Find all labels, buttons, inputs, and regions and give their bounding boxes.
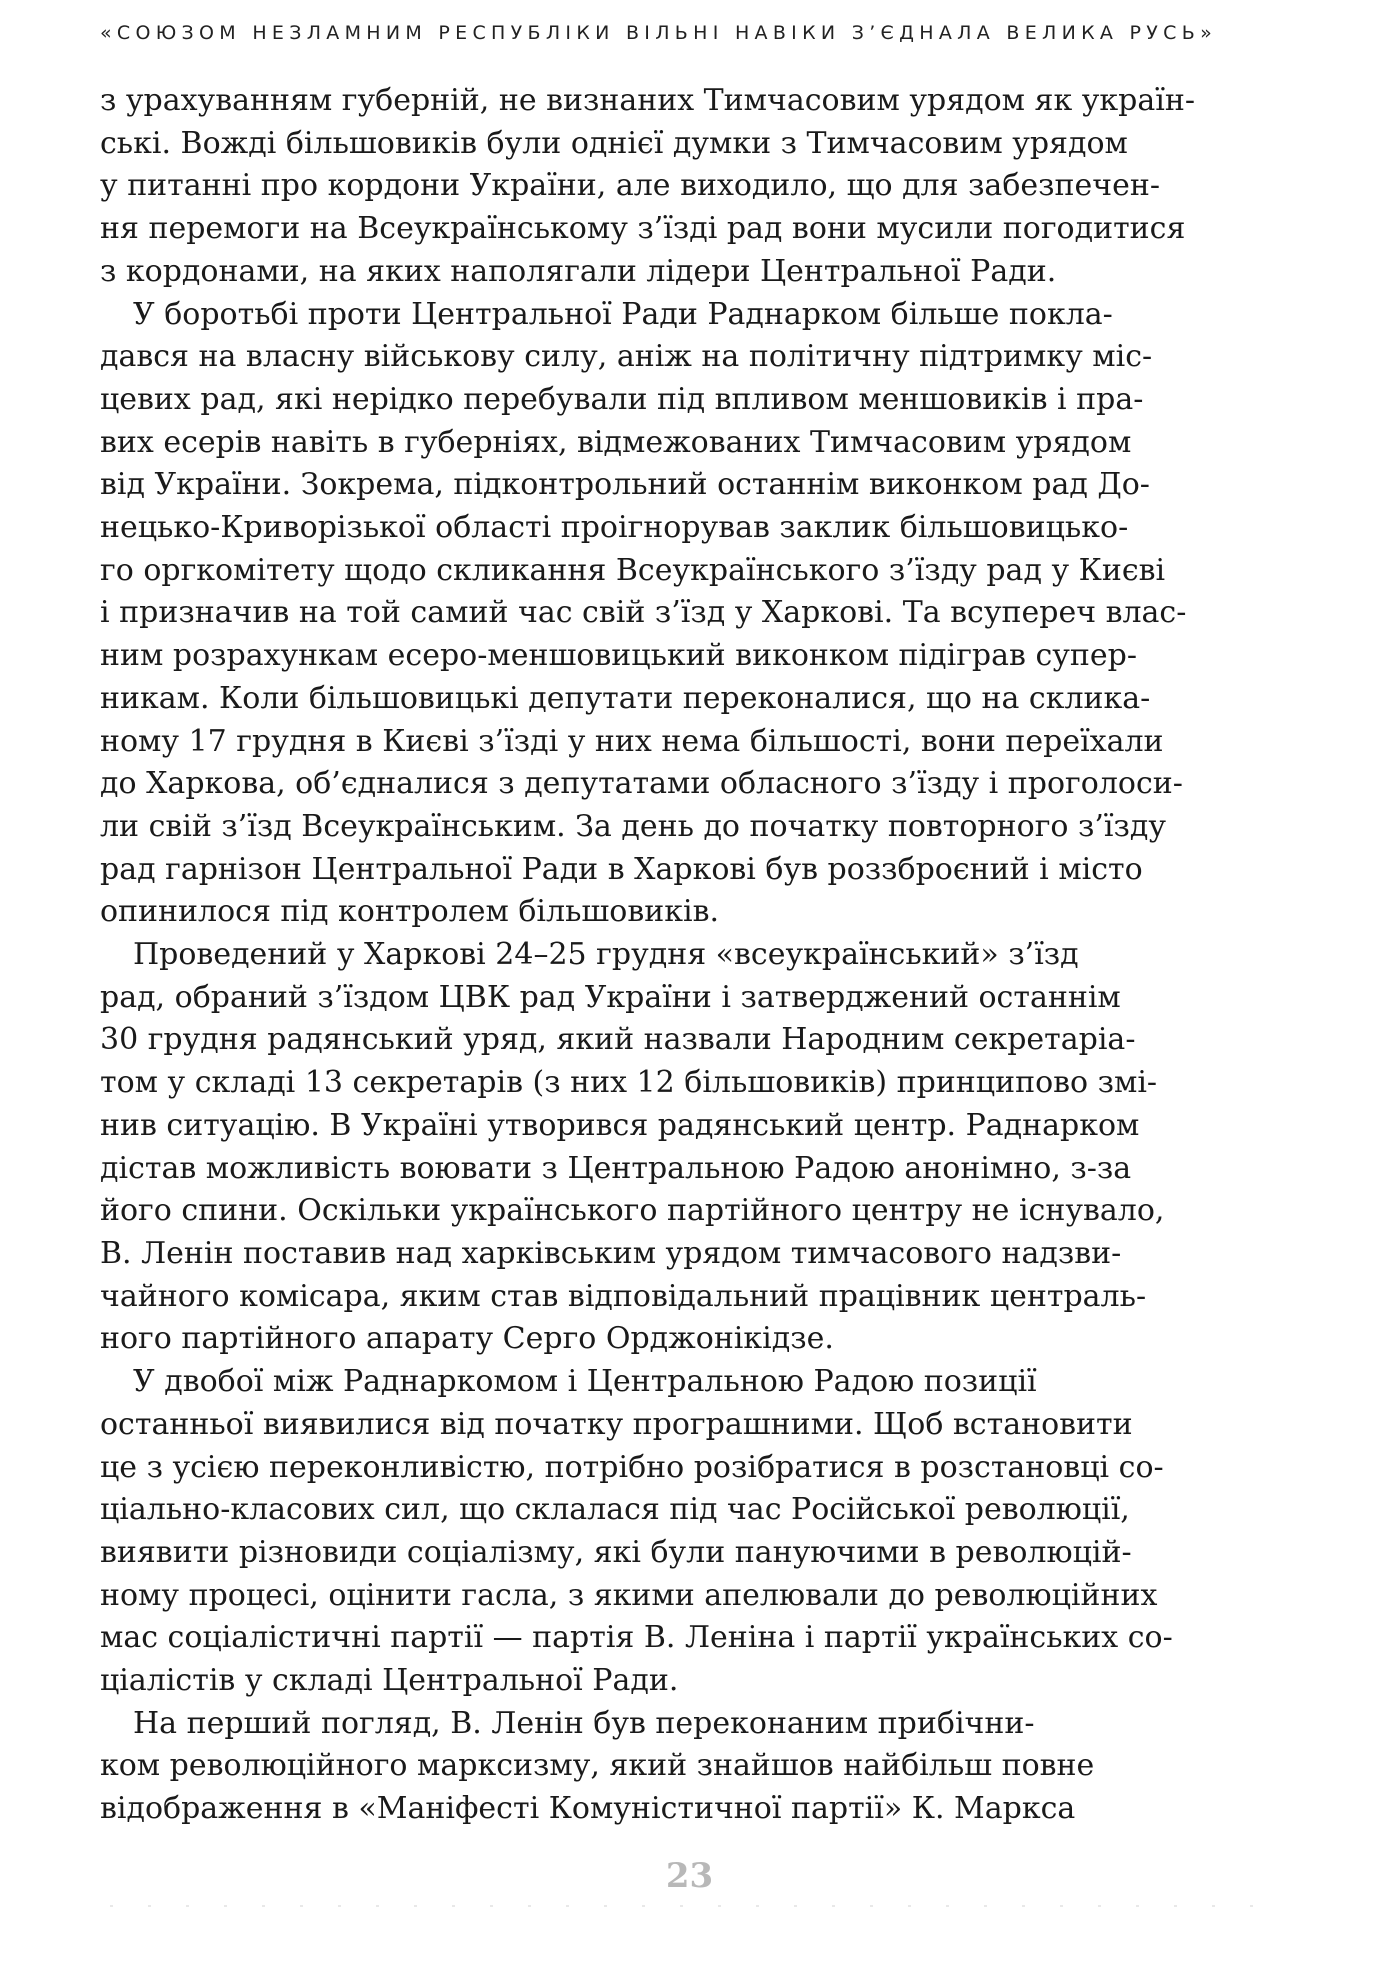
text-line: У двобої між Раднаркомом і Центральною Радою позиції bbox=[133, 1364, 1037, 1400]
text-line: від України. Зокрема, підконтрольний останнім виконком рад До- bbox=[100, 467, 1150, 503]
paragraph bbox=[100, 1703, 1230, 1831]
text-line: останньої виявилися від початку програшними. Щоб встановити bbox=[100, 1406, 1133, 1442]
text-line: чайного комісара, яким став відповідальний працівник централь- bbox=[100, 1278, 1147, 1314]
text-line: ним розрахункам есеро-меншовицький виконком підіграв супер- bbox=[100, 638, 1137, 674]
paragraph bbox=[100, 80, 1230, 294]
text-line: ному 17 грудня в Києві з’їзді у них нема більшості, вони переїхали bbox=[100, 723, 1164, 759]
text-line: ного партійного апарату Серго Орджонікідзе. bbox=[100, 1321, 834, 1357]
text-line: нецько-Криворізької області проігнорував заклик більшовицько- bbox=[100, 510, 1129, 546]
text-line: нив ситуацію. В Україні утворився радянський центр. Раднарком bbox=[100, 1107, 1140, 1143]
text-line: з урахуванням губерній, не визнаних Тимчасовим урядом як україн- bbox=[100, 83, 1195, 118]
text-line: никам. Коли більшовицькі депутати переконалися, що на скликa- bbox=[100, 680, 1151, 716]
text-line: відображення в «Маніфесті Комуністичної партії» К. Маркса bbox=[100, 1791, 1076, 1827]
text-line: ня перемоги на Всеукраїнському з’їзді рад вони мусили погодитися bbox=[100, 211, 1186, 247]
text-line: у питанні про кордони України, але виходило, що для забезпечен- bbox=[100, 168, 1160, 204]
text-line: ли свій з’їзд Всеукраїнським. За день до початку повторного з’їзду bbox=[100, 808, 1166, 844]
running-head: «СОЮЗОМ НЕЗЛАМНИМ РЕСПУБЛІКИ ВІЛЬНІ НАВІКИ З’ЄДНАЛА ВЕЛИКА РУСЬ» bbox=[100, 22, 1217, 44]
paragraph bbox=[100, 934, 1230, 1361]
text-line: ком революційного марксизму, який знайшов найбільш повне bbox=[100, 1748, 1095, 1784]
text-line: рад гарнізон Центральної Ради в Харкові був роззброєний і місто bbox=[100, 851, 1143, 887]
text-line: дався на власну військову силу, аніж на політичну підтримку міс- bbox=[100, 339, 1153, 375]
paragraph bbox=[100, 294, 1230, 935]
paragraph bbox=[100, 1361, 1230, 1703]
page-edge-specks bbox=[110, 1905, 1260, 1907]
text-line: до Харкова, об’єдналися з депутатами обласного з’їзду і проголоси- bbox=[100, 766, 1183, 802]
text-line: ціалістів у складі Центральної Ради. bbox=[100, 1663, 679, 1699]
text-line: ські. Вожді більшовиків були однієї думки з Тимчасовим урядом bbox=[100, 125, 1128, 161]
text-line: 30 грудня радянський уряд, який назвали Народним секретаріа- bbox=[100, 1022, 1136, 1058]
text-line: виявити різновиди соціалізму, які були пануючими в революцій- bbox=[100, 1534, 1132, 1570]
text-line: го оргкомітету щодо скликання Всеукраїнського з’їзду рад у Києві bbox=[100, 552, 1166, 588]
text-line: опинилося під контролем більшовиків. bbox=[100, 894, 720, 930]
text-line: вих есерів навіть в губерніях, відмежованих Тимчасовим урядом bbox=[100, 424, 1132, 460]
text-line: дістав можливість воювати з Центральною Радою анонімно, з-за bbox=[100, 1150, 1132, 1186]
text-line: ному процесі, оцінити гасла, з якими апелювали до революційних bbox=[100, 1577, 1158, 1613]
text-line: це з усією переконливістю, потрібно розібратися в розстановці со- bbox=[100, 1449, 1164, 1485]
text-line: У боротьбі проти Центральної Ради Раднарком більше покла- bbox=[133, 296, 1113, 332]
text-line: том у складі 13 секретарів (з них 12 більшовиків) принципово змі- bbox=[100, 1065, 1158, 1101]
text-line: мас соціалістичні партії — партія В. Леніна і партії українських со- bbox=[100, 1620, 1173, 1656]
text-line: рад, обраний з’їздом ЦВК рад України і затверджений останнім bbox=[100, 979, 1121, 1015]
text-line: ціально-класових сил, що склалася під час Російської революції, bbox=[100, 1492, 1130, 1528]
text-line: з кордонами, на яких наполягали лідери Центральної Ради. bbox=[100, 253, 1057, 289]
text-line: і призначив на той самий час свій з’їзд у Харкові. Та всупереч влас- bbox=[100, 595, 1187, 631]
text-line: цевих рад, які нерідко перебували під впливом меншовиків і пра- bbox=[100, 381, 1144, 417]
text-line: Проведений у Харкові 24–25 грудня «всеукраїнський» з’їзд bbox=[133, 937, 1079, 973]
body-text bbox=[100, 80, 1230, 1831]
text-line: В. Ленін поставив над харківським урядом тимчасового надзви- bbox=[100, 1235, 1122, 1271]
page-number: 23 bbox=[665, 1856, 714, 1896]
text-line: На перший погляд, В. Ленін був переконаним прибічни- bbox=[133, 1705, 1035, 1741]
text-line: його спини. Оскільки українського партійного центру не існувало, bbox=[100, 1193, 1165, 1229]
